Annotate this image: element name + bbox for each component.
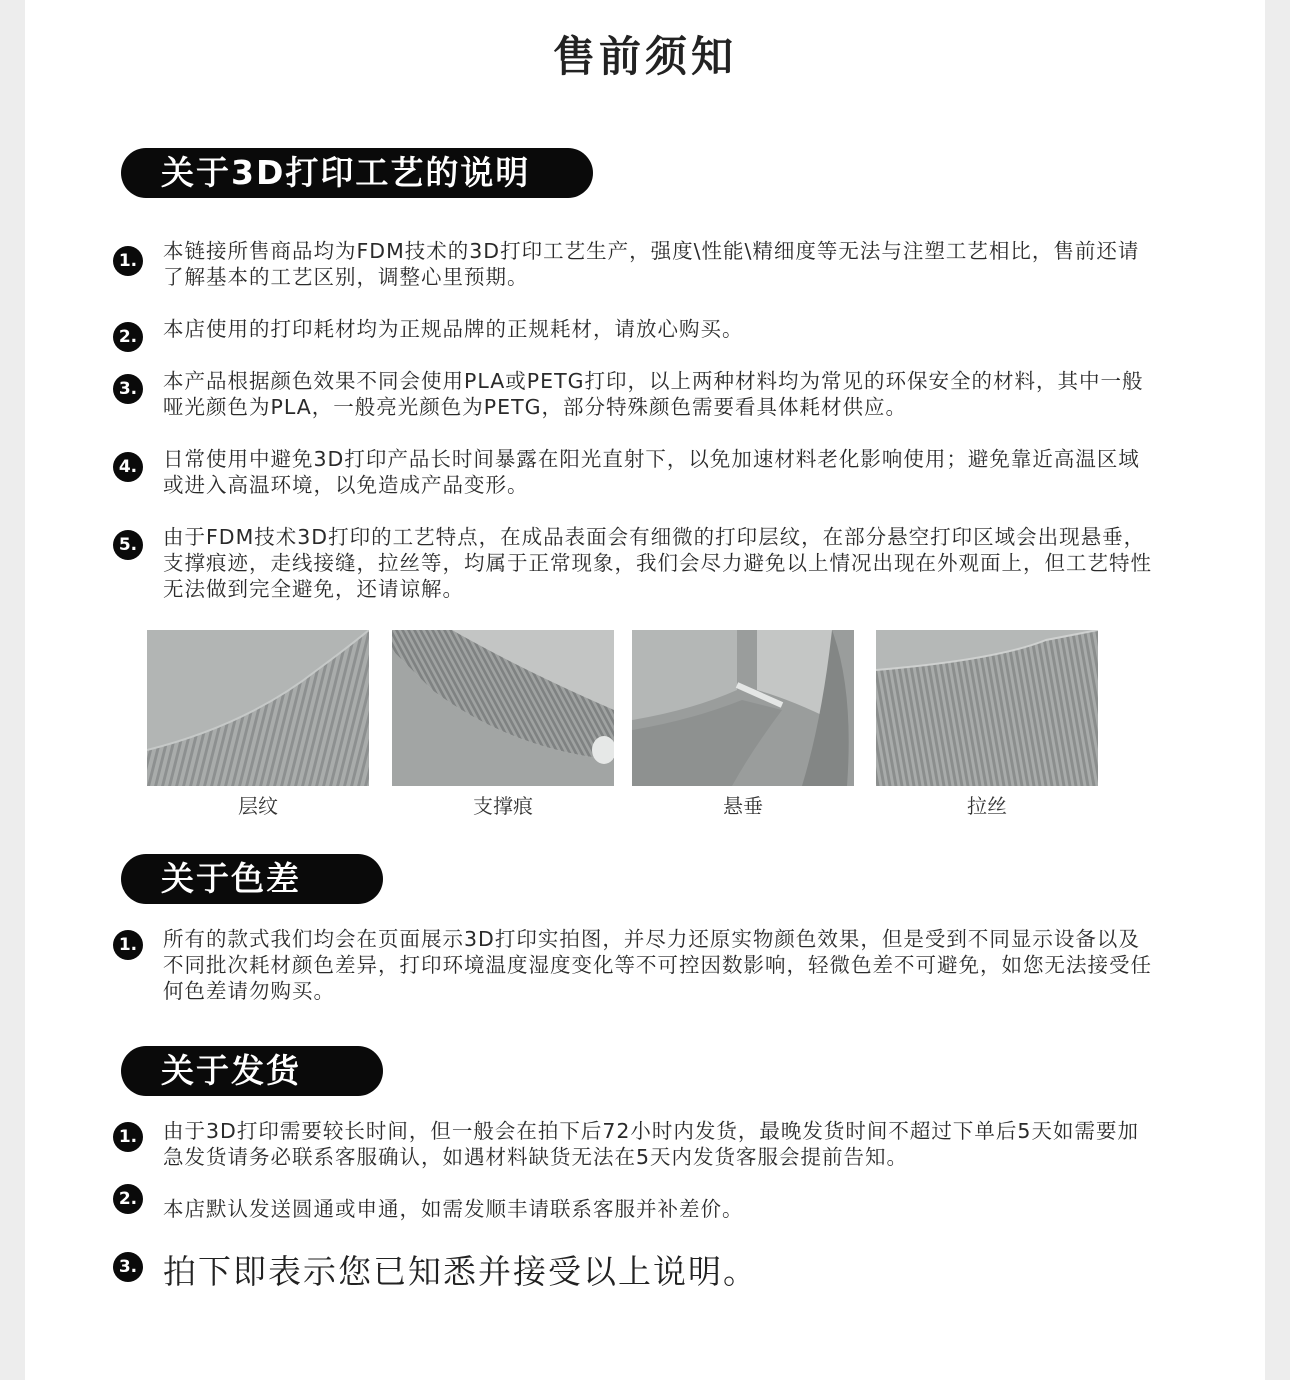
number-badge: 3. [113, 1252, 143, 1282]
photo-caption: 拉丝 [967, 794, 1007, 818]
page-title: 售前须知 [552, 32, 737, 81]
item-text: 所有的款式我们均会在页面展示3D打印实拍图，并尽力还原实物颜色效果，但是受到不同显示设备以及不同批次耗材颜色差异，打印环境温度湿度变化等不可控因数影响，轻微色差不可避免，如您无法接受任何色差请勿购买。 [163, 927, 1152, 1003]
number-badge: 2. [113, 322, 143, 352]
number-badge: 1. [113, 930, 143, 960]
stringing-photo [876, 630, 1098, 786]
item-text-emphasis: 拍下即表示您已知悉并接受以上说明。 [163, 1252, 758, 1291]
section-heading-color: 关于色差 [121, 854, 383, 904]
section-heading-shipping: 关于发货 [121, 1046, 383, 1096]
photo-caption: 层纹 [238, 794, 278, 818]
item-text: 由于3D打印需要较长时间，但一般会在拍下后72小时内发货，最晚发货时间不超过下单后5天如需要加急发货请务必联系客服确认，如遇材料缺货无法在5天内发货客服会提前告知。 [163, 1119, 1139, 1169]
number-badge: 4. [113, 452, 143, 482]
notice-page [25, 0, 1265, 1380]
number-badge: 3. [113, 374, 143, 404]
item-text: 本链接所售商品均为FDM技术的3D打印工艺生产，强度\性能\精细度等无法与注塑工艺相比，售前还请了解基本的工艺区别，调整心里预期。 [163, 239, 1140, 289]
section-heading-process: 关于3D打印工艺的说明 [121, 148, 593, 198]
support-marks-photo [392, 630, 614, 786]
number-badge: 2. [113, 1184, 143, 1214]
number-badge: 1. [113, 246, 143, 276]
layer-lines-photo [147, 630, 369, 786]
item-text: 由于FDM技术3D打印的工艺特点，在成品表面会有细微的打印层纹，在部分悬空打印区域会出现悬垂，支撑痕迹，走线接缝，拉丝等，均属于正常现象，我们会尽力避免以上情况出现在外观面上，但工艺特性无法做到完全避免，还请谅解。 [163, 525, 1152, 601]
number-badge: 1. [113, 1122, 143, 1152]
item-text: 本产品根据颜色效果不同会使用PLA或PETG打印，以上两种材料均为常见的环保安全的材料，其中一般哑光颜色为PLA，一般亮光颜色为PETG，部分特殊颜色需要看具体耗材供应。 [163, 369, 1144, 419]
item-text: 日常使用中避免3D打印产品长时间暴露在阳光直射下，以免加速材料老化影响使用；避免靠近高温区域或进入高温环境，以免造成产品变形。 [163, 447, 1140, 497]
item-text: 本店使用的打印耗材均为正规品牌的正规耗材，请放心购买。 [163, 317, 744, 341]
overhang-photo [632, 630, 854, 786]
photo-caption: 悬垂 [723, 794, 763, 818]
photo-caption: 支撑痕 [473, 794, 533, 818]
number-badge: 5. [113, 530, 143, 560]
item-text: 本店默认发送圆通或申通，如需发顺丰请联系客服并补差价。 [163, 1197, 744, 1221]
